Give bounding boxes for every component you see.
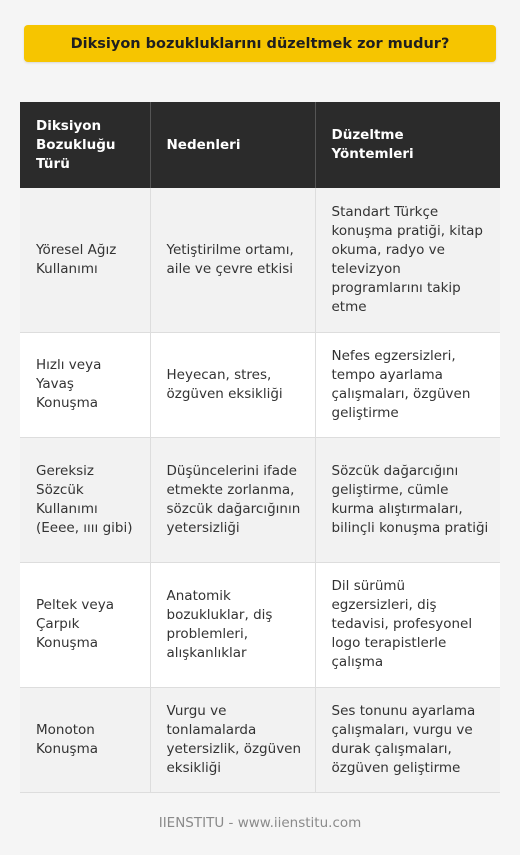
- table-row: [20, 437, 500, 562]
- cell-type: Monoton Konuşma: [20, 687, 150, 792]
- cell-type: Hızlı veya Yavaş Konuşma: [20, 332, 150, 437]
- table-header-row: [20, 102, 500, 188]
- cell-methods: Nefes egzersizleri, tempo ayarlama çalışmaları, özgüven geliştirme: [315, 332, 500, 437]
- title-banner: [24, 25, 496, 62]
- page-title: Diksiyon bozukluklarını düzeltmek zor mudur?: [70, 35, 450, 52]
- header-methods: Düzeltme Yöntemleri: [315, 102, 500, 188]
- cell-causes: Anatomik bozukluklar, diş problemleri, alışkanlıklar: [150, 562, 315, 687]
- cell-causes: Vurgu ve tonlamalarda yetersizlik, özgüven eksikliği: [150, 687, 315, 792]
- cell-methods: Standart Türkçe konuşma pratiği, kitap okuma, radyo ve televizyon programlarını takip etme: [315, 188, 500, 332]
- table-row: [20, 332, 500, 437]
- cell-methods: Dil sürümü egzersizleri, diş tedavisi, profesyonel logo terapistlerle çalışma: [315, 562, 500, 687]
- diction-table: [20, 102, 500, 793]
- cell-methods: Sözcük dağarcığını geliştirme, cümle kurma alıştırmaları, bilinçli konuşma pratiği: [315, 437, 500, 562]
- cell-type: Yöresel Ağız Kullanımı: [20, 188, 150, 332]
- footer-credit: IIENSTITU - www.iienstitu.com: [158, 815, 362, 831]
- cell-causes: Yetiştirilme ortamı, aile ve çevre etkisi: [150, 188, 315, 332]
- table-row: [20, 562, 500, 687]
- cell-causes: Düşüncelerini ifade etmekte zorlanma, sözcük dağarcığının yetersizliği: [150, 437, 315, 562]
- header-causes: Nedenleri: [150, 102, 315, 188]
- table-row: [20, 687, 500, 792]
- cell-causes: Heyecan, stres, özgüven eksikliği: [150, 332, 315, 437]
- cell-type: Peltek veya Çarpık Konuşma: [20, 562, 150, 687]
- table-row: [20, 188, 500, 332]
- header-type: Diksiyon Bozukluğu Türü: [20, 102, 150, 188]
- cell-methods: Ses tonunu ayarlama çalışmaları, vurgu ve durak çalışmaları, özgüven geliştirme: [315, 687, 500, 792]
- cell-type: Gereksiz Sözcük Kullanımı (Eeee, ıııı gibi): [20, 437, 150, 562]
